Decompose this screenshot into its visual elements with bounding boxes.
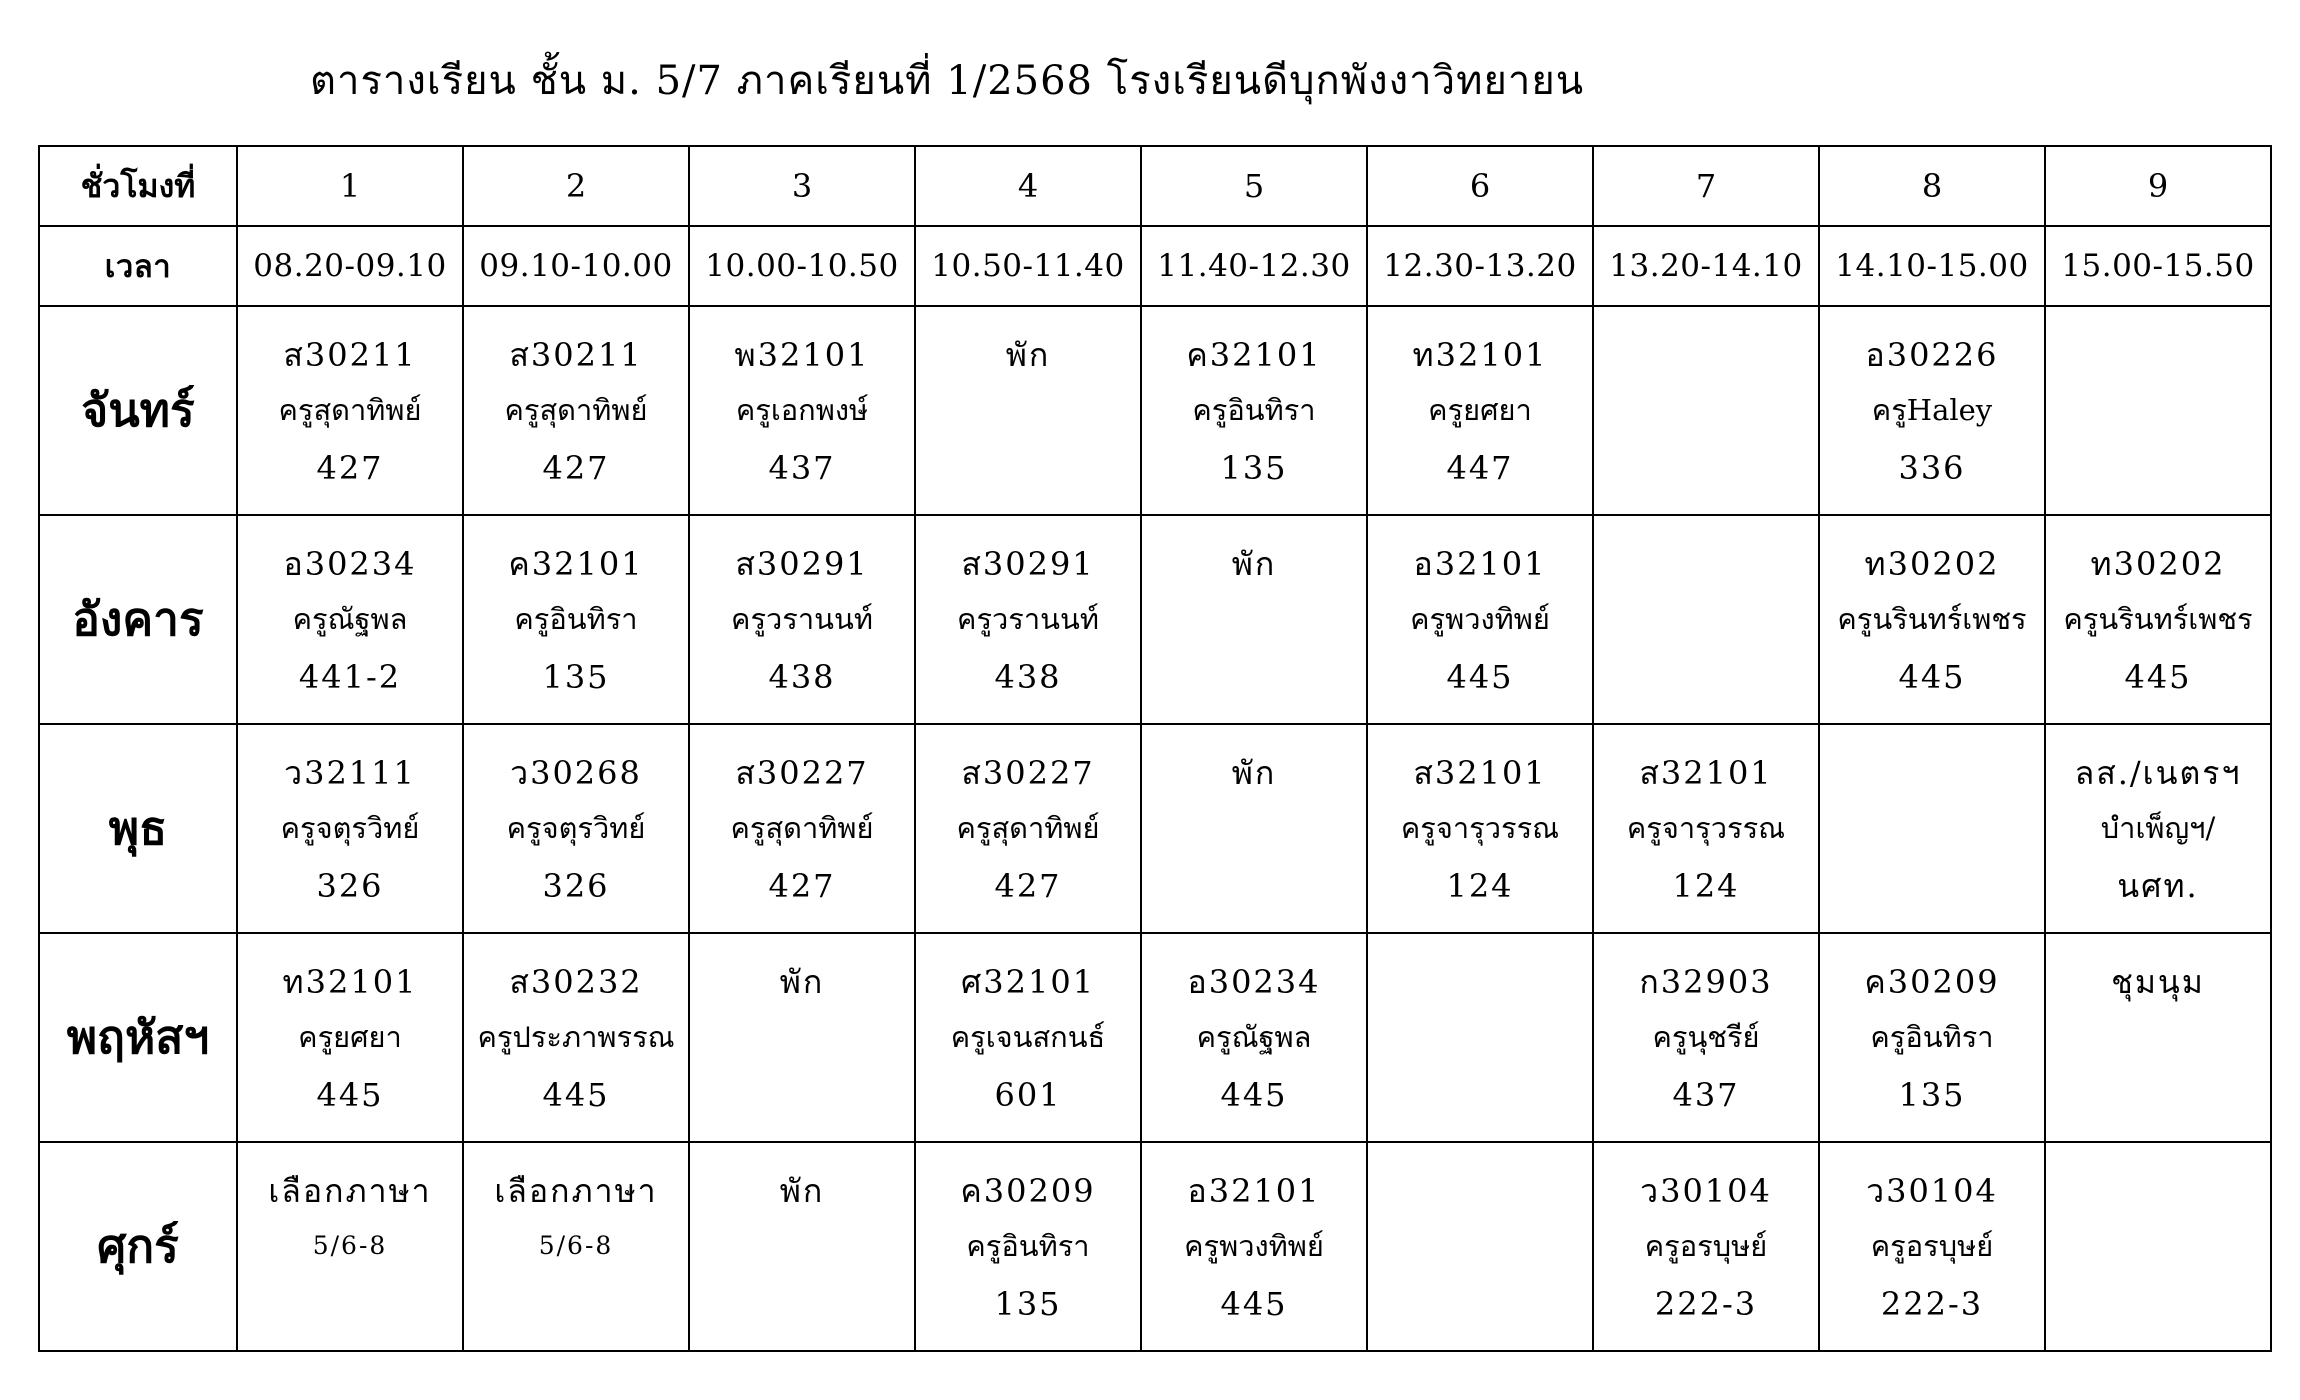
day-row [39,306,2271,515]
day-row [39,1142,2271,1351]
class-cell-content [1142,1143,1366,1333]
period-time: 10.50-11.40 [915,226,1141,306]
period-number: 4 [915,146,1141,226]
period-number: 6 [1367,146,1593,226]
room-number: 445 [1220,1285,1288,1323]
teacher-name: ครูสุดาทิพย์ [278,393,422,427]
class-cell-content [238,307,462,497]
class-cell [915,1142,1141,1351]
teacher-name: ครูHaley [1871,393,1993,427]
class-cell-content [464,516,688,706]
teacher-name: ครูนรินทร์เพชร [1837,602,2027,636]
teacher-name: ครูอินทิรา [514,602,638,636]
class-cell [915,933,1141,1142]
teacher-name: ครูพวงทิพย์ [1410,602,1550,636]
subject-code: ส32101 [1413,754,1547,792]
class-cell-content [2046,934,2270,1124]
class-cell [2045,724,2271,933]
class-cell [1141,933,1367,1142]
room-number: 135 [1220,449,1288,487]
class-cell-content [238,934,462,1124]
teacher-name: ครูอินทิรา [1870,1020,1994,1054]
room-number: 135 [1898,1076,1966,1114]
teacher-name: ครูยศยา [1428,393,1532,427]
class-cell [2045,1142,2271,1351]
room-number: 438 [994,658,1062,696]
teacher-name: ครูประภาพรรณ [477,1020,675,1054]
page-title: ตารางเรียน ชั้น ม. 5/7 ภาคเรียนที่ 1/2568 โรงเรียนดีบุกพังงาวิทยายน [310,58,1585,104]
room-number: 437 [1672,1076,1740,1114]
subject-code: ว30104 [1866,1172,1998,1210]
teacher-name: 5/6-8 [312,1231,388,1260]
room-number: 447 [1446,449,1514,487]
room-number: 326 [542,867,610,905]
room-number: 427 [542,449,610,487]
class-cell [1819,515,2045,724]
class-cell-content [1142,934,1366,1124]
teacher-name: ครูอรบุษย์ [1644,1229,1768,1263]
room-number: 427 [994,867,1062,905]
class-cell-content [1820,1143,2044,1333]
class-cell-content [1594,516,1818,706]
subject-code: ว30104 [1640,1172,1772,1210]
class-cell [689,724,915,933]
subject-code: ส30291 [961,545,1095,583]
subject-code: พัก [779,963,825,1001]
day-name: จันทร์ [39,306,237,515]
day-name: พุธ [39,724,237,933]
class-cell-content [464,1143,688,1333]
class-cell [463,515,689,724]
teacher-name: ครูนรินทร์เพชร [2063,602,2253,636]
period-time: 13.20-14.10 [1593,226,1819,306]
class-cell [1819,306,2045,515]
timetable [38,145,2272,1352]
class-cell [1819,933,2045,1142]
day-name: พฤหัสฯ [39,933,237,1142]
teacher-name: ครูวรานนท์ [731,602,873,636]
room-number: 445 [1220,1076,1288,1114]
class-cell-content [690,516,914,706]
day-name: ศุกร์ [39,1142,237,1351]
class-cell-content [238,516,462,706]
class-cell-content [690,307,914,497]
class-cell-content [1594,1143,1818,1333]
period-number: 7 [1593,146,1819,226]
teacher-name: ครูนุชรีย์ [1652,1020,1760,1054]
class-cell [689,1142,915,1351]
subject-code: อ32101 [1413,545,1547,583]
class-cell-content [2046,307,2270,497]
room-number: 135 [994,1285,1062,1323]
subject-code: ส30227 [735,754,869,792]
teacher-name: ครูพวงทิพย์ [1184,1229,1324,1263]
class-cell [237,933,463,1142]
class-cell-content [1594,307,1818,497]
room-number: 445 [316,1076,384,1114]
subject-code: ค30209 [960,1172,1096,1210]
teacher-name: ครูยศยา [298,1020,402,1054]
subject-code: ก32903 [1639,963,1773,1001]
class-cell-content [916,516,1140,706]
subject-code: ส30232 [509,963,643,1001]
class-cell [463,1142,689,1351]
room-number: 445 [1446,658,1514,696]
time-row [39,226,2271,306]
subject-code: ค30209 [1864,963,2000,1001]
class-cell [915,724,1141,933]
subject-code: ท30202 [1864,545,2000,583]
class-cell [1367,724,1593,933]
class-cell-content [2046,725,2270,915]
period-number: 2 [463,146,689,226]
teacher-name: ครูเอกพงษ์ [735,393,869,427]
class-cell [1141,515,1367,724]
class-cell-content [690,934,914,1124]
period-time: 08.20-09.10 [237,226,463,306]
class-cell-content [1368,307,1592,497]
subject-code: อ30234 [283,545,417,583]
subject-code: ส30227 [961,754,1095,792]
class-cell [1141,1142,1367,1351]
class-cell [2045,306,2271,515]
class-cell-content [1142,725,1366,915]
class-cell [1593,306,1819,515]
class-cell [463,933,689,1142]
class-cell-content [1368,1143,1592,1333]
teacher-name: ครูสุดาทิพย์ [956,811,1100,845]
time-label: เวลา [39,226,237,306]
room-number: 441-2 [298,658,402,696]
period-header-row [39,146,2271,226]
subject-code: อ30226 [1865,336,1999,374]
class-cell-content [1594,934,1818,1124]
subject-code: ศ32101 [960,963,1096,1001]
class-cell [1367,1142,1593,1351]
room-number: 135 [542,658,610,696]
subject-code: ท30202 [2090,545,2226,583]
class-cell [1593,933,1819,1142]
subject-code: ว30268 [510,754,642,792]
teacher-name: ครูสุดาทิพย์ [504,393,648,427]
period-number: 8 [1819,146,2045,226]
class-cell-content [1820,725,2044,915]
room-number: 438 [768,658,836,696]
class-cell [2045,515,2271,724]
room-number: 326 [316,867,384,905]
room-number: 427 [316,449,384,487]
class-cell [1367,933,1593,1142]
teacher-name: ครูจารุวรรณ [1626,811,1786,845]
period-time: 11.40-12.30 [1141,226,1367,306]
period-number: 1 [237,146,463,226]
subject-code: ส30211 [509,336,643,374]
teacher-name: ครูณัฐพล [292,602,408,636]
period-time: 09.10-10.00 [463,226,689,306]
class-cell [689,306,915,515]
class-cell-content [464,307,688,497]
class-cell-content [1820,307,2044,497]
teacher-name: ครูจารุวรรณ [1400,811,1560,845]
subject-code: ท32101 [282,963,418,1001]
class-cell [1141,306,1367,515]
room-number: 222-3 [1654,1285,1758,1323]
period-number: 5 [1141,146,1367,226]
class-cell [1367,306,1593,515]
class-cell [463,306,689,515]
room-number: 336 [1898,449,1966,487]
teacher-name: ครูอรบุษย์ [1870,1229,1994,1263]
subject-code: ส30291 [735,545,869,583]
day-row [39,515,2271,724]
teacher-name: ครูณัฐพล [1196,1020,1312,1054]
subject-code: พัก [1231,545,1277,583]
period-time: 14.10-15.00 [1819,226,2045,306]
subject-code: พัก [1005,336,1051,374]
class-cell-content [1368,516,1592,706]
room-number: 124 [1672,867,1740,905]
subject-code: พัก [1231,754,1277,792]
class-cell-content [690,725,914,915]
room-number: นศท. [2117,867,2199,905]
class-cell-content [1820,516,2044,706]
class-cell-content [1368,934,1592,1124]
period-number: 3 [689,146,915,226]
class-cell [1819,724,2045,933]
subject-code: ชุมนุม [2111,963,2205,1001]
class-cell [237,724,463,933]
subject-code: เลือกภาษา [494,1172,658,1210]
room-number: 437 [768,449,836,487]
class-cell-content [1142,516,1366,706]
teacher-name: ครูจตุรวิทย์ [506,811,646,845]
class-cell [2045,933,2271,1142]
class-cell-content [916,1143,1140,1333]
teacher-name: ครูวรานนท์ [957,602,1099,636]
class-cell [463,724,689,933]
period-time: 10.00-10.50 [689,226,915,306]
room-number: 427 [768,867,836,905]
room-number: 445 [542,1076,610,1114]
teacher-name: ครูอินทิรา [966,1229,1090,1263]
class-cell-content [916,934,1140,1124]
class-cell [237,1142,463,1351]
subject-code: พัก [779,1172,825,1210]
period-time: 15.00-15.50 [2045,226,2271,306]
day-row [39,933,2271,1142]
teacher-name: 5/6-8 [538,1231,614,1260]
class-cell-content [916,725,1140,915]
class-cell-content [464,725,688,915]
day-name: อังคาร [39,515,237,724]
day-row [39,724,2271,933]
class-cell [1593,515,1819,724]
period-time: 12.30-13.20 [1367,226,1593,306]
class-cell-content [2046,516,2270,706]
class-cell [1593,724,1819,933]
teacher-name: ครูสุดาทิพย์ [730,811,874,845]
class-cell-content [1594,725,1818,915]
room-number: 445 [1898,658,1966,696]
class-cell [689,515,915,724]
subject-code: อ32101 [1187,1172,1321,1210]
period-label: ชั่วโมงที่ [39,146,237,226]
class-cell [689,933,915,1142]
subject-code: ท32101 [1412,336,1548,374]
class-cell-content [1820,934,2044,1124]
subject-code: ส30211 [283,336,417,374]
class-cell-content [2046,1143,2270,1333]
class-cell [915,515,1141,724]
room-number: 222-3 [1880,1285,1984,1323]
class-cell-content [1142,307,1366,497]
class-cell-content [238,1143,462,1333]
room-number: 124 [1446,867,1514,905]
class-cell-content [238,725,462,915]
subject-code: ส32101 [1639,754,1773,792]
room-number: 445 [2124,658,2192,696]
class-cell-content [916,307,1140,497]
subject-code: ว32111 [284,754,416,792]
class-cell [1367,515,1593,724]
room-number: 601 [994,1076,1062,1114]
class-cell-content [1368,725,1592,915]
class-cell-content [690,1143,914,1333]
subject-code: เลือกภาษา [268,1172,432,1210]
class-cell-content [464,934,688,1124]
class-cell [915,306,1141,515]
teacher-name: ครูอินทิรา [1192,393,1316,427]
class-cell [1141,724,1367,933]
class-cell [237,306,463,515]
teacher-name: บำเพ็ญฯ/ [2100,811,2216,845]
subject-code: ค32101 [508,545,644,583]
subject-code: อ30234 [1187,963,1321,1001]
subject-code: ลส./เนตรฯ [2074,754,2242,792]
teacher-name: ครูเจนสกนธ์ [950,1020,1106,1054]
period-number: 9 [2045,146,2271,226]
subject-code: พ32101 [734,336,870,374]
class-cell [237,515,463,724]
subject-code: ค32101 [1186,336,1322,374]
class-cell [1593,1142,1819,1351]
class-cell [1819,1142,2045,1351]
teacher-name: ครูจตุรวิทย์ [280,811,420,845]
